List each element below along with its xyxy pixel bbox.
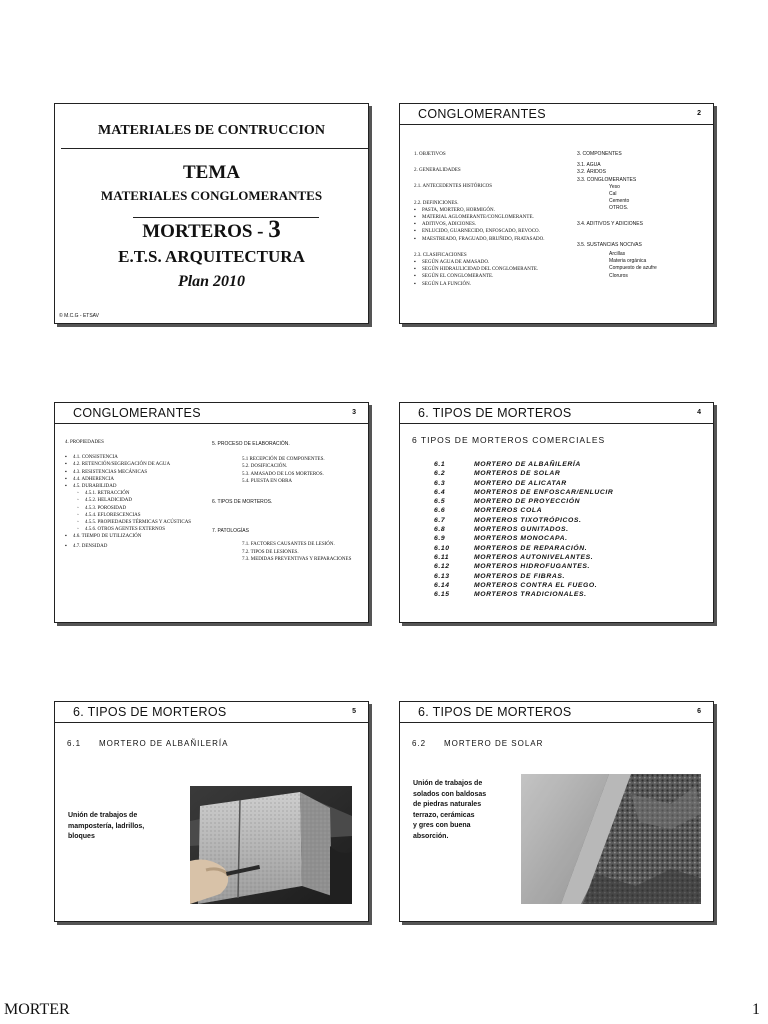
- list-item: ▪ 4.6. TIEMPO DE UTILIZACIÓN: [65, 533, 191, 540]
- slide-title: 6. TIPOS DE MORTEROS: [418, 406, 572, 420]
- list-item: ▪ SEGÚN LA FUNCIÓN.: [414, 281, 545, 288]
- index-subitem: 5.2. DOSIFICACIÓN.: [242, 464, 288, 470]
- caption-line: absorción.: [413, 832, 449, 840]
- list-item: ▪ 4.7. DENSIDAD: [65, 543, 191, 550]
- caption-line: terrazo, cerámicas: [413, 811, 475, 819]
- right-index: [212, 441, 351, 563]
- mortar-type-label: MORTEROS DE ENFOSCAR/ENLUCIR: [474, 488, 614, 496]
- mortar-type-item: [434, 562, 613, 571]
- morteros-label: MORTEROS -: [142, 221, 269, 242]
- mortar-type-number: 6.4: [434, 488, 446, 496]
- list-item: ▪ 4.4. ADHERENCIA: [65, 476, 191, 483]
- morteros-number: 3: [268, 216, 281, 243]
- slide-number: 6: [697, 708, 701, 715]
- section-number: 6.2: [412, 739, 427, 748]
- slide-header: [55, 403, 368, 424]
- mortar-type-item: [434, 516, 613, 525]
- list-item: ◦ 4.5.5. PROPIEDADES TÉRMICAS Y ACÚSTICAS: [65, 519, 191, 526]
- mortar-type-item: [434, 469, 613, 478]
- slide-header: [400, 403, 713, 424]
- index-item: 3. COMPONENTES: [577, 151, 622, 157]
- index-item: 3.3. CONGLOMERANTES: [577, 176, 637, 183]
- mortar-type-number: 6.6: [434, 507, 446, 515]
- slide-6-solar: [399, 701, 714, 922]
- index-item: 2.2. DEFINICIONES.: [414, 200, 459, 206]
- list-item: ◦ 4.5.1. RETRACCIÓN: [65, 490, 191, 497]
- section-heading: [67, 739, 228, 748]
- mortar-type-item: [434, 572, 613, 581]
- copyright: © M.C.G - ETSAV: [59, 313, 99, 319]
- page-number: 1: [752, 1001, 760, 1018]
- index-subitem: 7.2. TIPOS DE LESIONES.: [242, 549, 299, 555]
- index-item: 3.1. AGUA: [577, 162, 601, 169]
- mortar-type-number: 6.15: [434, 591, 450, 599]
- list-item: ◦ 4.5.6. OTROS AGENTES EXTERNOS: [65, 526, 191, 533]
- mortar-type-item: [434, 553, 613, 562]
- index-item: 2.1. ANTECEDENTES HISTÓRICOS: [414, 184, 493, 190]
- mortar-type-label: MORTEROS HIDROFUGANTES.: [474, 563, 591, 571]
- caption-line: Unión de trabajos de: [413, 780, 483, 787]
- definitions-list: [414, 207, 545, 243]
- mortar-type-number: 6.2: [434, 470, 446, 478]
- index-item: 6. TIPOS DE MORTEROS.: [212, 499, 273, 506]
- index-subitem: Compuesto de azufre: [609, 265, 657, 272]
- mortar-type-number: 6.1: [434, 461, 446, 468]
- caption-line: mampostería, ladrillos,: [68, 822, 145, 830]
- list-item: ▪ MATERIAL AGLOMERANTE/CONGLOMERANTE.: [414, 214, 545, 221]
- mortar-type-label: MORTERO DE ALBAÑILERÍA: [474, 461, 581, 468]
- caption-line: Unión de trabajos de: [68, 812, 138, 819]
- index-subitem: Arcillas: [609, 251, 626, 258]
- index-subitem: 7.3. MEDIDAS PREVENTIVAS Y REPARACIONES: [242, 556, 352, 562]
- mortar-types-list: [434, 460, 613, 599]
- mortar-type-item: [434, 525, 613, 534]
- school-name: E.T.S. ARQUITECTURA: [118, 247, 305, 266]
- index-item: 3.2. ÁRIDOS: [577, 169, 606, 176]
- mortar-type-label: MORTEROS TIXOTRÓPICOS.: [474, 516, 582, 524]
- slide-5-albanileria: [54, 701, 369, 922]
- subject-title: MATERIALES CONGLOMERANTES: [100, 188, 323, 203]
- mortar-type-item: [434, 497, 613, 506]
- slide-4-mortar-types: [399, 402, 714, 623]
- slide-header: [400, 104, 713, 125]
- index-item: 3.5. SUSTANCIAS NOCIVAS: [577, 241, 642, 248]
- slide-1-title: [54, 103, 369, 324]
- slide-header: [400, 702, 713, 723]
- left-index: [414, 151, 545, 288]
- masonry-photo: [190, 786, 352, 904]
- mortar-type-number: 6.9: [434, 535, 446, 543]
- index-subitem: Cal: [609, 191, 617, 198]
- slide-number: 3: [352, 409, 356, 416]
- tile-laying-photo: [521, 774, 701, 904]
- mortar-type-item: [434, 590, 613, 599]
- section-label: MORTERO DE SOLAR: [444, 739, 544, 748]
- mortar-type-item: [434, 581, 613, 590]
- list-item: ▪ 4.3. RESISTENCIAS MECÁNICAS: [65, 469, 191, 476]
- index-item: 5. PROCESO DE ELABORACIÓN.: [212, 441, 290, 447]
- index-item: 2.3. CLASIFICACIONES: [414, 252, 467, 258]
- photo-caption: [68, 811, 144, 843]
- mortar-type-label: MORTEROS MONOCAPA.: [474, 535, 568, 543]
- slide-2-index: [399, 103, 714, 324]
- mortar-type-number: 6.7: [434, 516, 446, 524]
- slide-number: 4: [697, 409, 701, 416]
- morteros-title: [55, 216, 368, 244]
- slide-title: 6. TIPOS DE MORTEROS: [418, 705, 572, 719]
- mortar-type-label: MORTERO DE ALICATAR: [474, 479, 567, 487]
- mortar-type-label: MORTEROS CONTRA EL FUEGO.: [474, 581, 598, 589]
- mortar-type-number: 6.8: [434, 526, 446, 534]
- slide-number: 2: [697, 110, 701, 117]
- list-item: ▪ ENLUCIDO, GUARNECIDO, ENFOSCADO, REVOCO.: [414, 228, 545, 235]
- list-item: ▪ MAESTREADO, FRAGUADO, BRUÑIDO, FRATASADO.: [414, 236, 545, 243]
- list-item: ▪ ADITIVOS, ADICIONES.: [414, 221, 545, 228]
- list-item: ▪ 4.1. CONSISTENCIA: [65, 454, 191, 461]
- slide-title: 6. TIPOS DE MORTEROS: [73, 705, 227, 719]
- section-number: 6.1: [67, 739, 82, 748]
- index-item: 3.4. ADITIVOS Y ADICIONES: [577, 220, 643, 227]
- index-subitem: Cloruros: [609, 272, 628, 279]
- index-subitem: Materia orgánica: [609, 258, 647, 265]
- list-item: ◦ 4.5.2. HELADICIDAD: [65, 497, 191, 504]
- index-subitem: 5.4. PUESTA EN OBRA: [242, 478, 293, 484]
- caption-line: de piedras naturales: [413, 801, 482, 808]
- mortar-type-number: 6.10: [434, 544, 450, 552]
- mortar-type-item: [434, 506, 613, 515]
- footer-title: MORTER: [4, 1001, 70, 1018]
- right-index: [577, 151, 657, 280]
- index-subitem: Cemento: [609, 198, 630, 205]
- list-item: ◦ 4.5.4. EFLORESCENCIAS: [65, 512, 191, 519]
- mortar-type-item: [434, 460, 613, 469]
- tile-laying-photo-image: [521, 774, 701, 904]
- divider: [61, 148, 368, 149]
- mortar-type-number: 6.13: [434, 572, 450, 580]
- mortar-type-number: 6.12: [434, 563, 450, 571]
- durability-list: [65, 490, 191, 533]
- mortar-type-label: MORTEROS COLA: [474, 507, 543, 515]
- caption-line: y gres con buena: [413, 822, 471, 829]
- photo-caption: [413, 779, 486, 842]
- properties-list-b: [65, 533, 191, 549]
- slide-header: [55, 702, 368, 723]
- mortar-type-number: 6.11: [434, 553, 450, 561]
- tema-label: TEMA: [183, 162, 240, 183]
- left-index: [65, 439, 191, 550]
- mortar-type-item: [434, 544, 613, 553]
- slide-title: CONGLOMERANTES: [418, 107, 546, 121]
- index-item: 2. GENERALIDADES: [414, 168, 461, 174]
- mortar-type-item: [434, 479, 613, 488]
- properties-list: [65, 454, 191, 490]
- mortar-type-item: [434, 534, 613, 543]
- list-item: ▪ PASTA, MORTERO, HORMIGÓN.: [414, 207, 545, 214]
- course-title: MATERIALES DE CONTRUCCION: [98, 123, 325, 138]
- classification-list: [414, 259, 545, 288]
- mortar-type-label: MORTEROS DE SOLAR: [474, 470, 561, 478]
- mortar-type-label: MORTEROS AUTONIVELANTES.: [474, 553, 594, 561]
- slide-title: CONGLOMERANTES: [73, 406, 201, 420]
- caption-line: solados con baldosas: [413, 790, 487, 798]
- index-subitem: 5.3. AMASADO DE LOS MORTEROS.: [242, 471, 324, 477]
- index-subitem: OTROS.: [609, 205, 629, 212]
- index-subitem: 7.1. FACTORES CAUSANTES DE LESIÓN.: [242, 542, 335, 548]
- plan-label: Plan 2010: [177, 273, 246, 290]
- mortar-type-label: MORTEROS GUNITADOS.: [474, 526, 569, 534]
- mortar-type-label: MORTEROS DE REPARACIÓN.: [474, 544, 588, 552]
- mortar-type-number: 6.3: [434, 479, 446, 487]
- list-item: ▪ SEGÚN EL CONGLOMERANTE.: [414, 273, 545, 280]
- section-heading: 6 TIPOS DE MORTEROS COMERCIALES: [412, 435, 606, 445]
- list-item: ▪ SEGÚN HIDRAULICIDAD DEL CONGLOMERANTE.: [414, 266, 545, 273]
- index-subitem: Yeso: [609, 183, 620, 190]
- index-item: 7. PATOLOGÍAS: [212, 528, 249, 535]
- mortar-type-number: 6.5: [434, 498, 446, 506]
- mortar-type-label: MORTERO DE PROYECCIÓN: [474, 498, 581, 506]
- caption-line: bloques: [68, 833, 95, 840]
- list-item: ▪ SEGÚN AGUA DE AMASADO.: [414, 259, 545, 266]
- slide-3-index: [54, 402, 369, 623]
- index-item: 1. OBJETIVOS: [414, 152, 446, 157]
- section-heading: [412, 739, 543, 748]
- index-item: 4. PROPIEDADES: [65, 440, 104, 445]
- list-item: ▪ 4.2. RETENCIÓN/SEGREGACIÓN DE AGUA: [65, 461, 191, 468]
- index-subitem: 5.1 RECEPCIÓN DE COMPONENTES.: [242, 457, 325, 463]
- mortar-type-label: MORTEROS DE FIBRAS.: [474, 572, 565, 580]
- list-item: ▪ 4.5. DURABILIDAD: [65, 483, 191, 490]
- masonry-photo-image: [190, 786, 352, 904]
- slide-number: 5: [352, 708, 356, 715]
- mortar-type-number: 6.14: [434, 581, 450, 589]
- section-label: MORTERO DE ALBAÑILERÍA: [99, 739, 229, 748]
- list-item: ◦ 4.5.3. POROSIDAD: [65, 505, 191, 512]
- mortar-type-label: MORTEROS TRADICIONALES.: [474, 591, 587, 599]
- mortar-type-item: [434, 488, 613, 497]
